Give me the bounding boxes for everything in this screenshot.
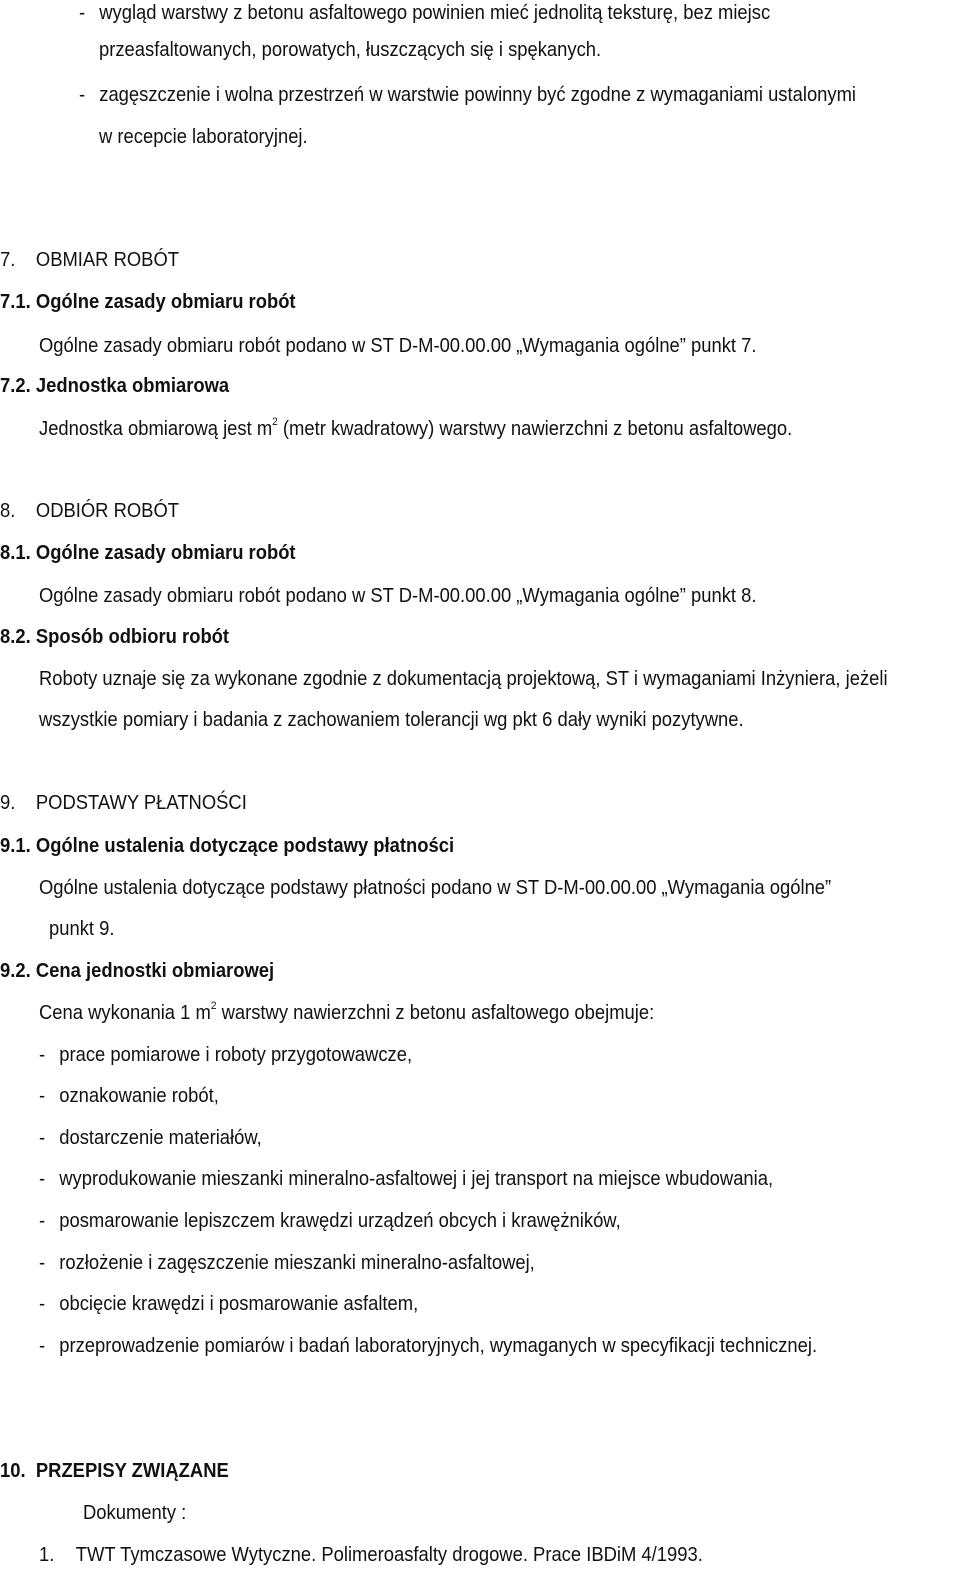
intro-item-2-line-1: - zagęszczenie i wolna przestrzeń w warstwie powinny być zgodne z wymaganiami ustalonymi <box>79 84 857 106</box>
cost-item: - prace pomiarowe i roboty przygotowawcze, <box>39 1044 413 1066</box>
section-8-2-heading: 8.2. Sposób odbioru robót <box>0 626 230 648</box>
cost-item: - dostarczenie materiałów, <box>39 1127 262 1149</box>
section-7-heading: 7. OBMIAR ROBÓT <box>0 249 180 271</box>
section-8-2-text-line-1: Roboty uznaje się za wykonane zgodnie z dokumentacją projektową, ST i wymaganiami Inżyniera, jeżeli <box>39 668 888 690</box>
intro-item-1-line-1: - wygląd warstwy z betonu asfaltowego powinien mieć jednolitą teksturę, bez miejsc <box>79 2 771 24</box>
section-9-1-text-line-2: punkt 9. <box>49 918 115 940</box>
cost-item: - posmarowanie lepiszczem krawędzi urządzeń obcych i krawężników, <box>39 1210 621 1232</box>
intro-item-2-line-2: w recepcie laboratoryjnej. <box>99 126 308 148</box>
section-9-heading: 9. PODSTAWY PŁATNOŚCI <box>0 792 247 814</box>
cost-item: - oznakowanie robót, <box>39 1085 219 1107</box>
section-7-1-text: Ogólne zasady obmiaru robót podano w ST D-M-00.00.00 „Wymagania ogólne” punkt 7. <box>39 335 757 357</box>
section-9-2-intro: Cena wykonania 1 $m^2$ warstwy nawierzchni z betonu asfaltowego obejmuje: <box>39 1000 655 1024</box>
section-8-heading: 8. ODBIÓR ROBÓT <box>0 500 180 522</box>
section-9-2-heading: 9.2. Cena jednostki obmiarowej <box>0 960 275 982</box>
section-8-1-heading: 8.1. Ogólne zasady obmiaru robót <box>0 542 296 564</box>
section-9-1-text-line-1: Ogólne ustalenia dotyczące podstawy płatności podano w ST D-M-00.00.00 „Wymagania ogólne” <box>39 877 832 899</box>
reference-item: 1. TWT Tymczasowe Wytyczne. Polimeroasfalty drogowe. Prace IBDiM 4/1993. <box>39 1544 703 1566</box>
section-8-2-text-line-2: wszystkie pomiary i badania z zachowaniem tolerancji wg pkt 6 dały wyniki pozytywne. <box>39 709 744 731</box>
cost-item: - rozłożenie i zagęszczenie mieszanki mineralno-asfaltowej, <box>39 1252 535 1274</box>
cost-item: - obcięcie krawędzi i posmarowanie asfaltem, <box>39 1293 419 1315</box>
cost-item: - wyprodukowanie mieszanki mineralno-asfaltowej i jej transport na miejsce wbudowania, <box>39 1168 774 1190</box>
section-9-1-heading: 9.1. Ogólne ustalenia dotyczące podstawy płatności <box>0 835 455 857</box>
documents-label: Dokumenty : <box>83 1502 187 1524</box>
section-7-2-text: Jednostka obmiarową jest $m^2$ (metr kwadratowy) warstwy nawierzchni z betonu asfaltowego. <box>39 416 793 440</box>
section-7-2-heading: 7.2. Jednostka obmiarowa <box>0 375 230 397</box>
intro-item-1-line-2: przeasfaltowanych, porowatych, łuszczących się i spękanych. <box>99 39 602 61</box>
section-8-1-text: Ogólne zasady obmiaru robót podano w ST D-M-00.00.00 „Wymagania ogólne” punkt 8. <box>39 585 757 607</box>
section-10-heading: 10. PRZEPISY ZWIĄZANE <box>0 1460 229 1482</box>
cost-item: - przeprowadzenie pomiarów i badań laboratoryjnych, wymaganych w specyfikacji technicznej. <box>39 1335 818 1357</box>
section-7-1-heading: 7.1. Ogólne zasady obmiaru robót <box>0 291 296 313</box>
